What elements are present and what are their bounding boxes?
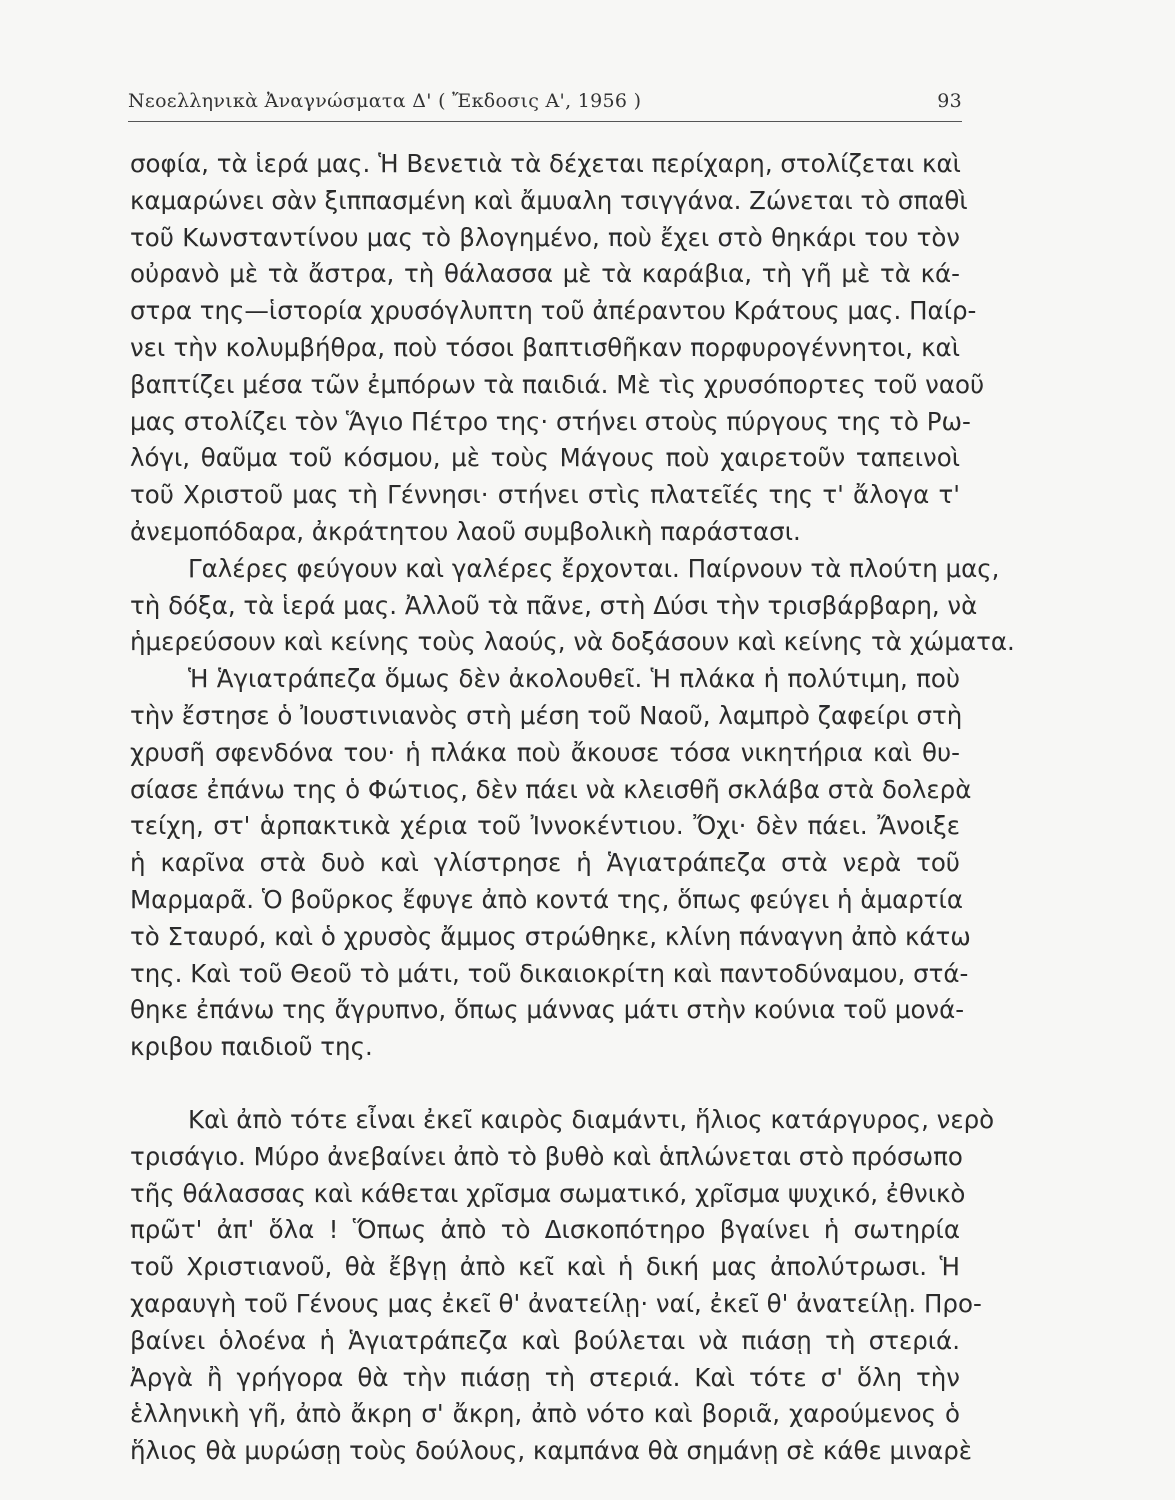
text-line: θηκε ἐπάνω της ἄγρυπνο, ὅπως μάννας μάτι στὴν κούνια τοῦ μονά- — [130, 995, 965, 1025]
text-line: τὴ δόξα, τὰ ἱερά μας. Ἀλλοῦ τὰ πᾶνε, στὴ Δύσι τὴν τρισβάρβαρη, νὰ — [130, 590, 978, 620]
text-line: βαπτίζει μέσα τῶν ἐμπόρων τὰ παιδιά. Μὲ τὶς χρυσόπορτες τοῦ ναοῦ — [130, 369, 985, 399]
text-line: Ἀργὰ ἢ γρήγορα θὰ τὴν πιάσῃ τὴ στεριά. Καὶ τότε σ' ὅλη τὴν — [130, 1362, 960, 1392]
text-line: μας στολίζει τὸν Ἅγιο Πέτρο της· στήνει στοὺς πύργους της τὸ Ρω- — [130, 406, 971, 436]
text-line: χαραυγὴ τοῦ Γένους μας ἐκεῖ θ' ἀνατείλῃ· ναί, ἐκεῖ θ' ἀνατείλῃ. Προ- — [130, 1288, 982, 1318]
text-line: οὐρανὸ μὲ τὰ ἄστρα, τὴ θάλασσα μὲ τὰ καράβια, τὴ γῆ μὲ τὰ κά- — [130, 259, 960, 289]
text-line: Μαρμαρᾶ. Ὁ βοῦρκος ἔφυγε ἀπὸ κοντά της, ὅπως φεύγει ἡ ἁμαρτία — [130, 884, 963, 914]
page-body — [130, 146, 1015, 1470]
text-line: σίασε ἐπάνω της ὁ Φώτιος, δὲν πάει νὰ κλεισθῆ σκλάβα στὰ δολερὰ — [130, 774, 972, 804]
text-line: ἡ καρῖνα στὰ δυὸ καὶ γλίστρησε ἡ Ἁγιατράπεζα στὰ νερὰ τοῦ — [130, 848, 960, 878]
paragraph — [130, 1102, 995, 1470]
text-line: σοφία, τὰ ἱερά μας. Ἡ Βενετιὰ τὰ δέχεται περίχαρη, στολίζεται καὶ — [130, 149, 961, 178]
text-line: καμαρώνει σὰν ξιππασμένη καὶ ἄμυαλη τσιγγάνα. Ζώνεται τὸ σπαθὶ — [130, 185, 968, 215]
text-line: της. Καὶ τοῦ Θεοῦ τὸ μάτι, τοῦ δικαιοκρίτη καὶ παντοδύναμου, στά- — [130, 958, 969, 988]
text-line: ἥλιος θὰ μυρώσῃ τοὺς δούλους, καμπάνα θὰ σημάνῃ σὲ κάθε μιναρὲ — [130, 1436, 973, 1466]
text-line: Καὶ ἀπὸ τότε εἶναι ἐκεῖ καιρὸς διαμάντι, ἥλιος κατάργυρος, νερὸ — [188, 1104, 995, 1134]
text-line: τοῦ Κωνσταντίνου μας τὸ βλογημένο, ποὺ ἔχει στὸ θηκάρι του τὸν — [130, 222, 960, 252]
text-line: τοῦ Χριστιανοῦ, θὰ ἔβγῃ ἀπὸ κεῖ καὶ ἡ δική μας ἀπολύτρωσι. Ἡ — [130, 1252, 960, 1282]
text-line: βαίνει ὁλοένα ἡ Ἁγιατράπεζα καὶ βούλεται νὰ πιάσῃ τὴ στεριά. — [130, 1325, 960, 1355]
text-line: λόγι, θαῦμα τοῦ κόσμου, μὲ τοὺς Μάγους ποὺ χαιρετοῦν ταπεινοὶ — [130, 443, 960, 473]
text-line: κριβου παιδιοῦ της. — [130, 1032, 373, 1062]
text-line: τὸ Σταυρό, καὶ ὁ χρυσὸς ἄμμος στρώθηκε, κλίνη πάναγνη ἀπὸ κάτω — [130, 921, 971, 951]
paragraph — [130, 551, 1015, 661]
text-line: ἑλληνικὴ γῆ, ἀπὸ ἄκρη σ' ἄκρη, ἀπὸ νότο καὶ βοριᾶ, χαρούμενος ὁ — [130, 1399, 960, 1429]
text-line: πρῶτ' ἀπ' ὅλα ! Ὅπως ἀπὸ τὸ Δισκοπότηρο βγαίνει ἡ σωτηρία — [130, 1215, 960, 1245]
running-header — [128, 86, 962, 120]
section-gap — [130, 1066, 960, 1102]
text-line: στρα της—ἱστορία χρυσόγλυπτη τοῦ ἀπέραντου Κράτους μας. Παίρ- — [130, 296, 977, 326]
paragraph — [130, 661, 972, 1066]
page-number: 93 — [937, 90, 962, 112]
text-line: τῆς θάλασσας καὶ κάθεται χρῖσμα σωματικό, χρῖσμα ψυχικό, ἐθνικὸ — [130, 1178, 966, 1208]
text-line: ἡμερεύσουν καὶ κείνης τοὺς λαούς, νὰ δοξάσουν καὶ κείνης τὰ χώματα. — [130, 627, 1015, 657]
text-line: ἀνεμοπόδαρα, ἀκράτητου λαοῦ συμβολικὴ παράστασι. — [130, 516, 801, 546]
paragraph — [130, 146, 985, 551]
text-line: Γαλέρες φεύγουν καὶ γαλέρες ἔρχονται. Παίρνουν τὰ πλούτη μας, — [188, 553, 1000, 583]
text-line: τείχη, στ' ἁρπακτικὰ χέρια τοῦ Ἰννοκέντιου. Ὄχι· δὲν πάει. Ἄνοιξε — [130, 811, 960, 841]
text-line: τὴν ἔστησε ὁ Ἰουστινιανὸς στὴ μέση τοῦ Ναοῦ, λαμπρὸ ζαφείρι στὴ — [130, 700, 963, 730]
book-title: Νεοελληνικὰ Ἀναγνώσματα Δ' ( Ἔκδοσις Α', 1956 ) — [128, 90, 642, 112]
text-line: χρυσῆ σφενδόνα του· ἡ πλάκα ποὺ ἄκουσε τόσα νικητήρια καὶ θυ- — [130, 737, 960, 767]
text-line: τοῦ Χριστοῦ μας τὴ Γέννησι· στήνει στὶς πλατεῖές της τ' ἄλογα τ' — [130, 480, 960, 510]
text-line: Ἡ Ἁγιατράπεζα ὅμως δὲν ἀκολουθεῖ. Ἡ πλάκα ἡ πολύτιμη, ποὺ — [188, 664, 960, 694]
header-rule — [128, 121, 962, 122]
text-line: τρισάγιο. Μύρο ἀνεβαίνει ἀπὸ τὸ βυθὸ καὶ ἁπλώνεται στὸ πρόσωπο — [130, 1141, 963, 1171]
text-line: νει τὴν κολυμβήθρα, ποὺ τόσοι βαπτισθῆκαν πορφυρογέννητοι, καὶ — [130, 332, 960, 362]
